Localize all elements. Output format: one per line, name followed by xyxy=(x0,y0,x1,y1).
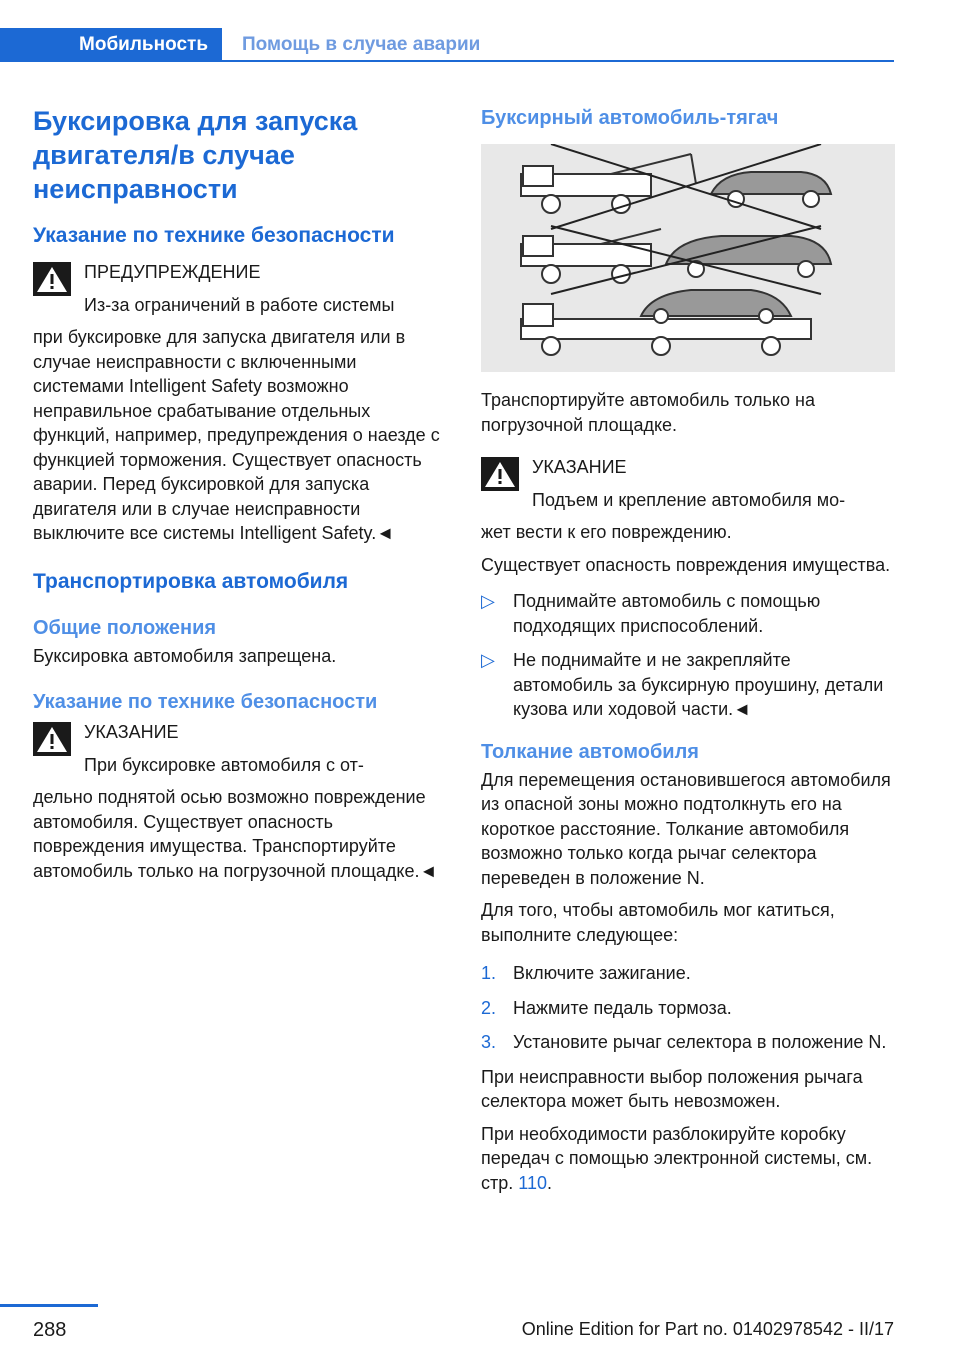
tow-truck-heading: Буксирный автомобиль-тягач xyxy=(481,107,779,129)
unlock-text: При необходимости разблокируйте коробку передач с помощью электронной системы, см. стр. 110. xyxy=(481,1123,873,1193)
transport-heading: Транспортировка автомобиля xyxy=(33,569,349,593)
left-column xyxy=(33,104,447,891)
tab-mobility[interactable]: Мобильность xyxy=(0,28,222,62)
list-item: ▷ Не поднимайте и не закрепляйте автомобиль за буксирную проушину, детали кузова или ходовой части.◄ xyxy=(481,648,895,722)
tab-underline xyxy=(222,60,894,62)
warning-label: ПРЕДУПРЕЖДЕНИЕ xyxy=(84,262,261,282)
bullet-list xyxy=(481,589,895,722)
bullet-triangle-icon: ▷ xyxy=(481,650,495,670)
right-notice-text: жет вести к его повреждению. xyxy=(481,522,732,542)
push-text-1: Для перемещения остановившегося автомобиля из опасной зоны можно подтолкнуть его на короткое расстояние. Толкание автомобиля возможно только когда рычаг селектора переведен в положение N. xyxy=(481,769,891,888)
warning-triangle-icon xyxy=(33,262,71,296)
edition-label: Online Edition for Part no. 01402978542 - II/17 xyxy=(521,1319,894,1339)
tab-emergency-help[interactable]: Помощь в случае аварии xyxy=(242,34,481,55)
general-text: Буксировка автомобиля запрещена. xyxy=(33,645,337,666)
right-notice-block xyxy=(481,453,895,520)
warning-triangle-icon xyxy=(481,457,519,491)
push-heading: Толкание автомобиля xyxy=(481,740,699,763)
warning-block xyxy=(33,258,447,325)
list-item: 2. Нажмите педаль тормоза. xyxy=(481,997,732,1018)
tow-truck-illustration xyxy=(481,144,895,372)
page-title: Буксировка для запуска двигателя/в случае неисправности xyxy=(33,106,358,204)
warning-first-line: Из-за ограничений в работе системы xyxy=(84,294,395,315)
push-text-2: Для того, чтобы автомобиль мог катиться, выполните следующее: xyxy=(481,900,835,945)
header-tabbar xyxy=(0,28,894,62)
safety-heading: Указание по технике безопасности xyxy=(33,224,395,247)
steps-list xyxy=(481,961,895,1055)
fail-text: При неисправности выбор положения рычага селектора может быть невозможен. xyxy=(481,1066,863,1111)
tow-text: Транспортируйте автомобиль только на погрузочной площадке. xyxy=(481,390,815,435)
damage-text: Существует опасность повреждения имущества. xyxy=(481,554,891,575)
notice-first-line: При буксировке автомобиля с от- xyxy=(84,754,364,775)
list-item: 3. Установите рычаг селектора в положение N. xyxy=(481,1032,887,1052)
general-heading: Общие положения xyxy=(33,616,217,639)
notice-text: дельно поднятой осью возможно повреждение автомобиля. Существует опасность повреждения имущества. Транспортируйте автомобиль только на погрузочной площадке.◄ xyxy=(33,787,438,881)
warning-triangle-icon xyxy=(33,722,71,756)
page-ref-link[interactable]: 110 xyxy=(518,1172,547,1193)
right-notice-first-line: Подъем и крепление автомобиля мо- xyxy=(532,489,846,510)
warning-text: при буксировке для запуска двигателя или в случае неисправности с включенными системами Intelligent Safety возможно неправильное срабатывание отдельных функций, например, предупреждения о наезде с функцией торможения. Существует опасность аварии. Перед буксировкой для запуска двигателя или в случае неисправности выключите все системы Intelligent Safety.◄ xyxy=(33,327,440,543)
list-item: ▷ Поднимайте автомобиль с помощью подходящих приспособлений. xyxy=(481,589,895,638)
list-item: 1. Включите зажигание. xyxy=(481,963,691,983)
right-column xyxy=(481,104,895,1203)
safety-heading-2: Указание по технике безопасности xyxy=(33,691,378,713)
page-number: 288 xyxy=(33,1319,67,1341)
notice-label: УКАЗАНИЕ xyxy=(84,722,179,742)
bullet-triangle-icon: ▷ xyxy=(481,591,495,611)
right-notice-label: УКАЗАНИЕ xyxy=(532,457,627,477)
notice-block xyxy=(33,718,447,785)
footer-accent-line xyxy=(0,1304,98,1307)
